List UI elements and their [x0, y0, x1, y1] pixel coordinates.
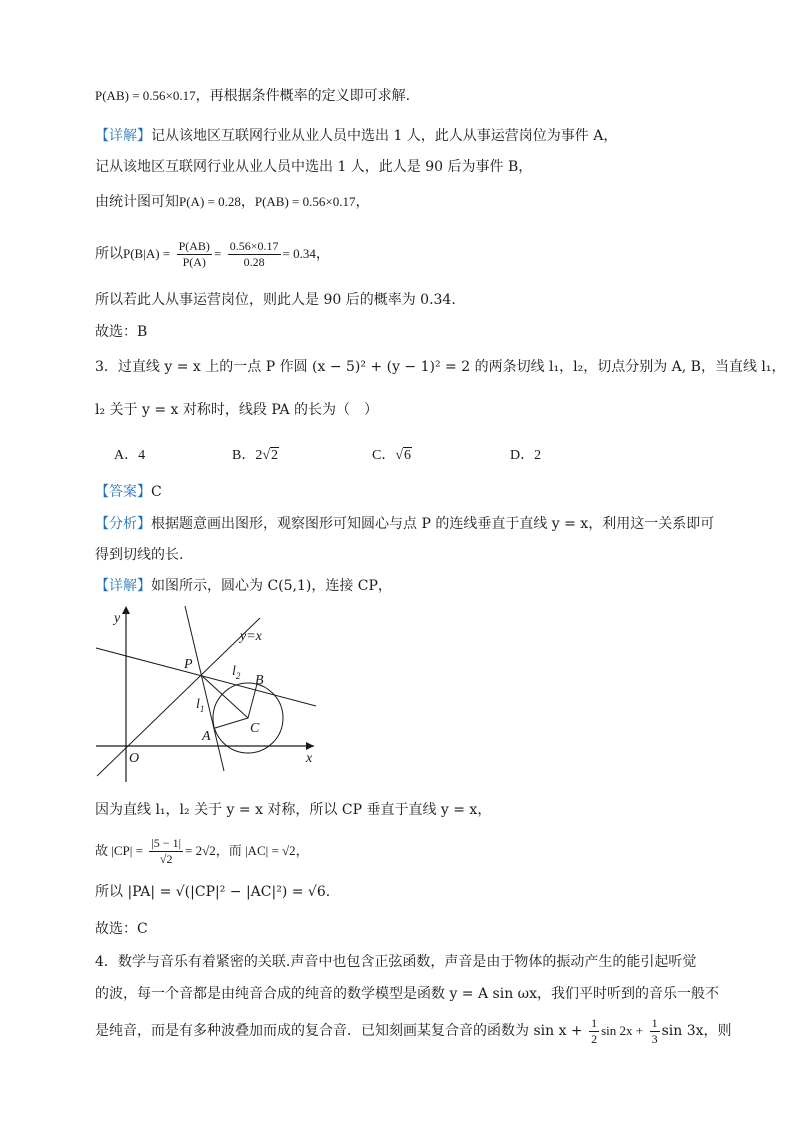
question-4-line-1: 4．数学与音乐有着紧密的关联.声音中也包含正弦函数，声音是由于物体的振动产生的能引起听觉: [95, 954, 697, 970]
answer-tag: 【答案】: [95, 484, 151, 500]
choice-b: 故选：B: [95, 324, 148, 340]
point-p-label: P: [184, 657, 193, 672]
fraction-1: [177, 239, 212, 270]
option-b-label: B．2: [232, 448, 263, 463]
point-a-label: A: [202, 729, 211, 744]
detail-intro-text: 如图所示，圆心为 C(5,1)，连接 CP，: [151, 578, 392, 594]
cp-result: = 2√2，而 |AC| = √2，: [184, 843, 309, 858]
cp-fraction: [149, 836, 183, 867]
l2-label: [232, 664, 241, 681]
detail-line-2: 记从该地区互联网行业从业人员中选出 1 人，此人是 90 后为事件 B，: [95, 159, 533, 175]
option-d: D．2: [510, 448, 542, 463]
q4-fraction-1-num: 1: [591, 1015, 598, 1030]
detail-tag-2: 【详解】: [95, 578, 151, 594]
answer-line: [95, 482, 162, 502]
detail-intro: [95, 576, 392, 596]
q4-fraction-2-den: 3: [651, 1031, 658, 1046]
q4-fraction-1-den: 2: [591, 1031, 598, 1046]
q4-fraction-1: [589, 1016, 599, 1047]
option-c-label: C．: [372, 448, 396, 463]
line-pab-rest: ，再根据条件概率的定义即可求解.: [195, 88, 411, 104]
answer-text: C: [151, 484, 162, 500]
question-3-line-1: 3．过直线 y = x 上的一点 P 作圆 (x − 5)² + (y − 1)² = 2 的两条切线 l₁，l₂，切点分别为 A, B，当直线 l₁，: [95, 359, 786, 375]
x-axis-arrow: [306, 742, 314, 750]
solution-line-1: 因为直线 l₁，l₂ 关于 y = x 对称，所以 CP 垂直于直线 y = x，: [95, 802, 492, 818]
l1-label: [196, 697, 204, 714]
pa-value: P(A) = 0.28: [179, 194, 241, 209]
tangent-geometry-figure: [92, 600, 332, 785]
fraction-2-num: 0.56×0.17: [229, 238, 279, 253]
fraction-1-den: P(A): [182, 254, 206, 269]
option-c: C．√6: [372, 448, 412, 463]
result: = 0.34: [282, 246, 316, 261]
l1-subscript: 1: [199, 704, 205, 714]
stat-intro: 由统计图可知: [95, 194, 179, 210]
point-c-label: C: [250, 721, 260, 736]
l1-letter: l: [196, 697, 200, 712]
line-pab: [95, 86, 410, 106]
solution-line-2: [95, 832, 309, 870]
origin-label: O: [129, 751, 140, 766]
l2-subscript: 2: [235, 671, 241, 681]
question-3-line-2: l₂ 关于 y = x 对称时，线段 PA 的长为（ ）: [95, 402, 379, 418]
analysis-line-1: [95, 514, 714, 534]
point-b-label: B: [255, 673, 264, 688]
conditional-prob-lhs: P(B|A) =: [123, 246, 171, 261]
q4-mid: sin 2x +: [601, 1023, 644, 1038]
analysis-text: 根据题意画出图形，观察图形可知圆心与点 P 的连线垂直于直线 y = x，利用这一关系即可: [151, 516, 715, 532]
detail-tag: 【详解】: [95, 128, 151, 144]
punct: ，: [315, 246, 330, 262]
x-axis-label: x: [306, 751, 313, 766]
option-c-radicand: 6: [404, 448, 412, 463]
choice-c: 故选：C: [95, 921, 148, 937]
cp-fraction-den: √2: [159, 851, 173, 866]
q4-end: sin 3x，则: [661, 1023, 732, 1039]
cp-fraction-num: |5 − 1|: [151, 835, 181, 850]
fraction-1-num: P(AB): [178, 238, 210, 253]
option-b-radicand: 2: [271, 448, 279, 463]
segment-ca: [215, 718, 248, 728]
separator: ，: [240, 194, 255, 210]
tangent-line-l2: [96, 648, 316, 706]
cp-lhs: 故 |CP| =: [95, 843, 143, 858]
option-b: B．2√2: [232, 448, 279, 463]
pab-value: P(AB) = 0.56×0.17: [254, 194, 356, 209]
line-y-equals-x-label: y=x: [240, 629, 262, 644]
line-y-equals-x: [97, 618, 260, 776]
fraction-2-den: 0.28: [243, 254, 265, 269]
y-axis-arrow: [122, 606, 130, 614]
pab-formula: P(AB) = 0.56×0.17: [95, 88, 196, 103]
detail-text-1: 记从该地区互联网行业从业人员中选出 1 人，此人从事运营岗位为事件 A，: [151, 128, 618, 144]
option-a: A．4: [114, 448, 146, 463]
detail-line-5: 所以若此人从事运营岗位，则此人是 90 后的概率为 0.34.: [95, 292, 456, 308]
solution-line-3: 所以 |PA| = √(|CP|² − |AC|²) = √6.: [95, 884, 331, 900]
punct: ，: [355, 194, 370, 210]
analysis-tag: 【分析】: [95, 516, 151, 532]
analysis-line-2: 得到切线的长.: [95, 547, 184, 563]
q4-fraction-2: [650, 1016, 660, 1047]
y-axis-label: y: [114, 611, 121, 626]
q4-text: 是纯音，而是有多种波叠加而成的复合音．已知刻画某复合音的函数为 sin x +: [95, 1023, 583, 1039]
question-4-line-3: [95, 1012, 732, 1050]
detail-line-1: [95, 126, 617, 146]
question-4-line-2: 的波，每一个音都是由纯音合成的纯音的数学模型是函数 y = A sin ωx，我们平时听到的音乐一般不: [95, 986, 719, 1002]
so-text: 所以: [95, 246, 123, 262]
fraction-2: [228, 239, 281, 270]
l2-letter: l: [232, 664, 236, 679]
detail-line-3: [95, 192, 369, 212]
q4-fraction-2-num: 1: [651, 1015, 658, 1030]
detail-line-4: 所以P(B|A) = $\frac{P(AB)}{P(A)}$ = $\frac{0.56\times 0.17}{0.28}$ = 0.34，: [95, 238, 330, 269]
